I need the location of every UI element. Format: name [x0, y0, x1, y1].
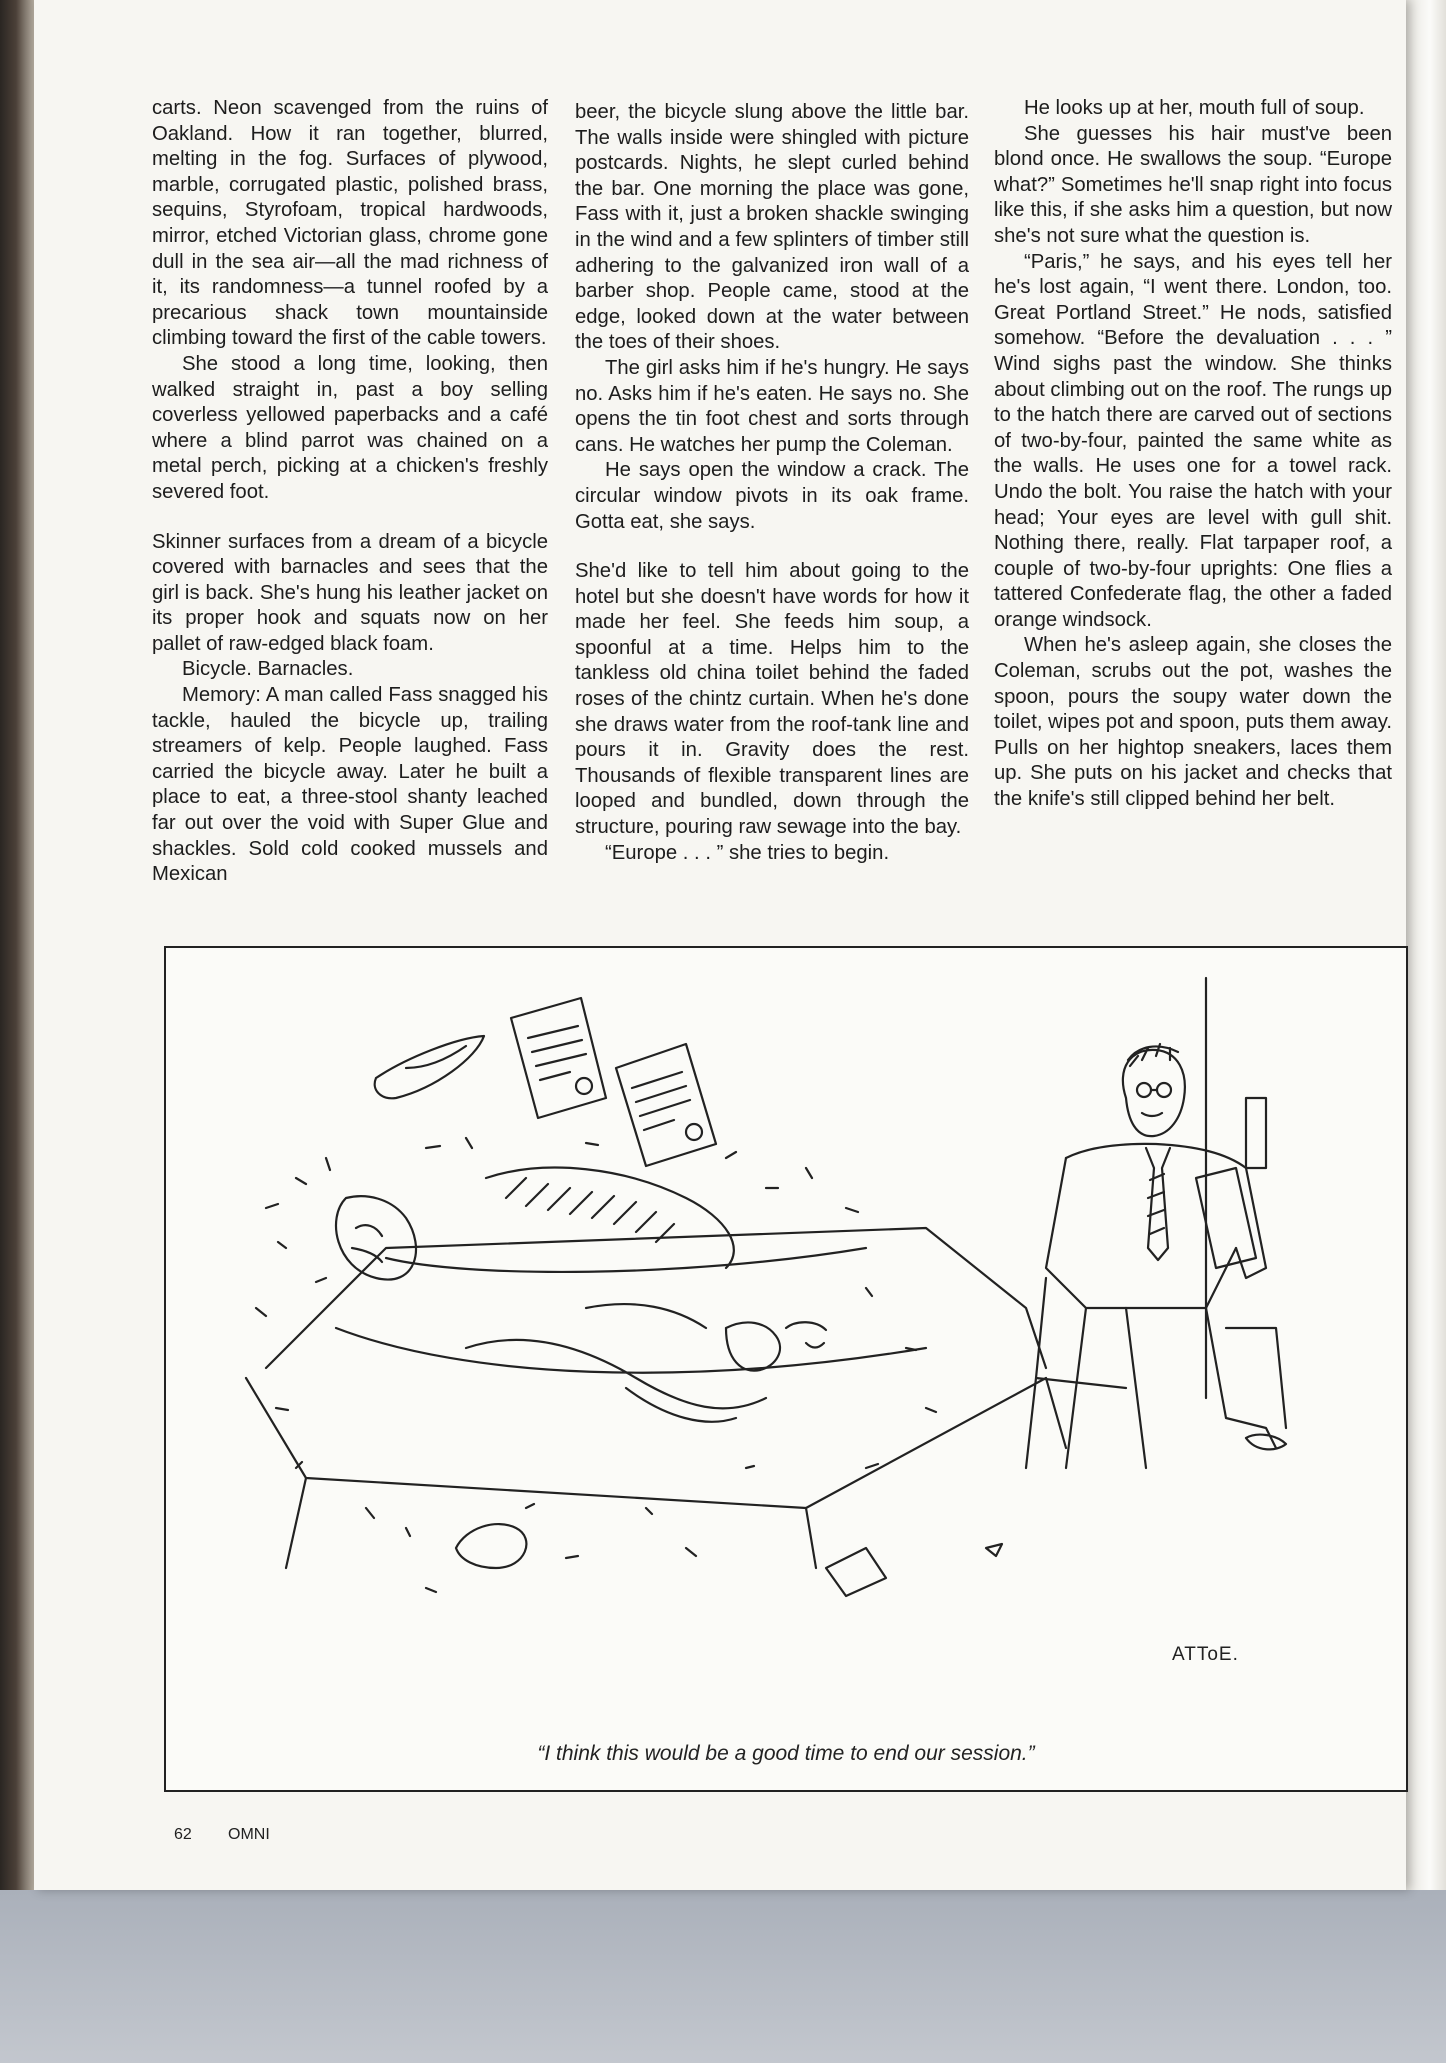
- patient-head: [336, 1196, 416, 1279]
- paragraph: “Europe . . . ” she tries to begin.: [605, 841, 890, 864]
- couch-leg: [1046, 1378, 1066, 1448]
- paragraph: The girl asks him if he's hungry. He says no. Asks him if he's eaten. He says no. She opens the tin foot chest and sorts through cans. He watches her pump the Coleman.: [575, 356, 969, 456]
- patient-shoe: [456, 1524, 526, 1568]
- cartoon-panel: [164, 946, 1408, 1792]
- paragraph: carts. Neon scavenged from the ruins of Oakland. How it ran together, blurred, melting in the fog. Surfaces of plywood, marble, corrugated plastic, polished brass, sequins, Styrofoam, tropical hardwoods, mirror, etched Victorian glass, chrome gone dull in the sea air—all the mad richness of it, its randomness—a tunnel roofed by a precarious shack town mountainside climbing toward the first of the cable towers.: [152, 97, 548, 350]
- lamp: [1246, 1098, 1266, 1168]
- couch-seat: [246, 1378, 1046, 1508]
- magazine-name: OMNI: [228, 1826, 270, 1843]
- striped-tie: [486, 1168, 734, 1268]
- patient-body: [466, 1340, 766, 1408]
- text-column-2: [575, 100, 969, 866]
- scan-background: [0, 1890, 1446, 2063]
- patient-face: [726, 1322, 780, 1370]
- paragraph: He looks up at her, mouth full of soup.: [1024, 97, 1365, 119]
- paragraph: She'd like to tell him about going to the hotel but she doesn't have words for how it made her feel. She feeds him soup, a spoonful at a time. Helps him to the tankless old china toilet behind the faded roses of the chintz curtain. When he's done she draws water from the roof-tank line and pours it in. Gravity does the rest. Thousands of flexible transparent lines are looped and bundled, down through the structure, pouring raw sewage into the bay.: [575, 560, 969, 839]
- text-column-1: [152, 96, 548, 888]
- debris: [826, 1548, 886, 1596]
- psychiatrist-legs: [1066, 1308, 1276, 1468]
- text-column-3: [994, 96, 1392, 813]
- cartoon-caption: “I think this would be a good time to end our session.”: [537, 1742, 1035, 1765]
- next-page-edge: [1406, 0, 1446, 1890]
- cartoonist-signature: ATToE.: [1172, 1644, 1239, 1665]
- paragraph: She guesses his hair must've been blond once. He swallows the soup. “Europe what?” Sometimes he'll snap right into focus like this, if she asks him a question, but now she's not sure what the question is.: [994, 122, 1392, 247]
- magazine-page: [34, 0, 1406, 1890]
- paragraph: Bicycle. Barnacles.: [182, 658, 354, 681]
- page-number: 62: [174, 1826, 192, 1843]
- couch-leg: [806, 1508, 816, 1568]
- paragraph: He says open the window a crack. The circular window pivots in its oak frame. Gotta eat, she says.: [575, 459, 969, 533]
- flying-shoe: [375, 1036, 484, 1098]
- psychiatrist-shoe: [1246, 1435, 1286, 1450]
- couch-back: [266, 1228, 1046, 1368]
- paragraph: Skinner surfaces from a dream of a bicycle covered with barnacles and sees that the girl is back. She's hung his leather jacket on its proper hook and squats now on her pallet of raw-edged black foam.: [152, 530, 548, 655]
- paragraph: “Paris,” he says, and his eyes tell her he's lost again, “I went there. London, too. Great Portland Street.” He nods, satisfied somehow. “Before the devaluation . . . ” Wind sighs past the window. She thinks about climbing out on the roof. The rungs up to the hatch there are carved out of sections of two-by-four, painted the same white as the walls. He uses one for a towel rack. Undo the bolt. You raise the hatch with your head; Your eyes are level with gull shit. Nothing there, really. Flat tarpaper roof, a couple of two-by-four uprights: One flies a tattered Confederate flag, the other a faded orange windsock.: [994, 250, 1392, 631]
- paragraph: When he's asleep again, she closes the Coleman, scrubs out the pot, washes the spoon, pours the soupy water down the toilet, wipes pot and spoon, puts them away. Pulls on her hightop sneakers, laces them up. She puts on his jacket and checks that the knife's still clipped behind her belt.: [994, 634, 1392, 811]
- paragraph: She stood a long time, looking, then walked straight in, past a boy selling coverless yellowed paperbacks and a café where a blind parrot was chained on a metal perch, picking at a chicken's freshly severed foot.: [152, 352, 548, 503]
- paragraph: beer, the bicycle slung above the little bar. The walls inside were shingled with picture postcards. Nights, he slept curled behind the bar. One morning the place was gone, Fass with it, just a broken shackle swinging in the wind and a few splinters of timber still adhering to the galvanized iron wall of a barber shop. People came, stood at the edge, looked down at the water between the toes of their shoes.: [575, 101, 969, 354]
- diploma: [511, 998, 606, 1118]
- psychiatrist-tie: [1146, 1148, 1170, 1260]
- paragraph: Memory: A man called Fass snagged his tackle, hauled the bicycle up, trailing streamers of kelp. People laughed. Fass carried the bicycle away. Later he built a place to eat, a three-stool shanty leached far out over the void with Super Glue and shackles. Sold cold cooked mussels and Mexican: [152, 684, 548, 886]
- diploma: [616, 1044, 716, 1166]
- couch-leg: [286, 1478, 306, 1568]
